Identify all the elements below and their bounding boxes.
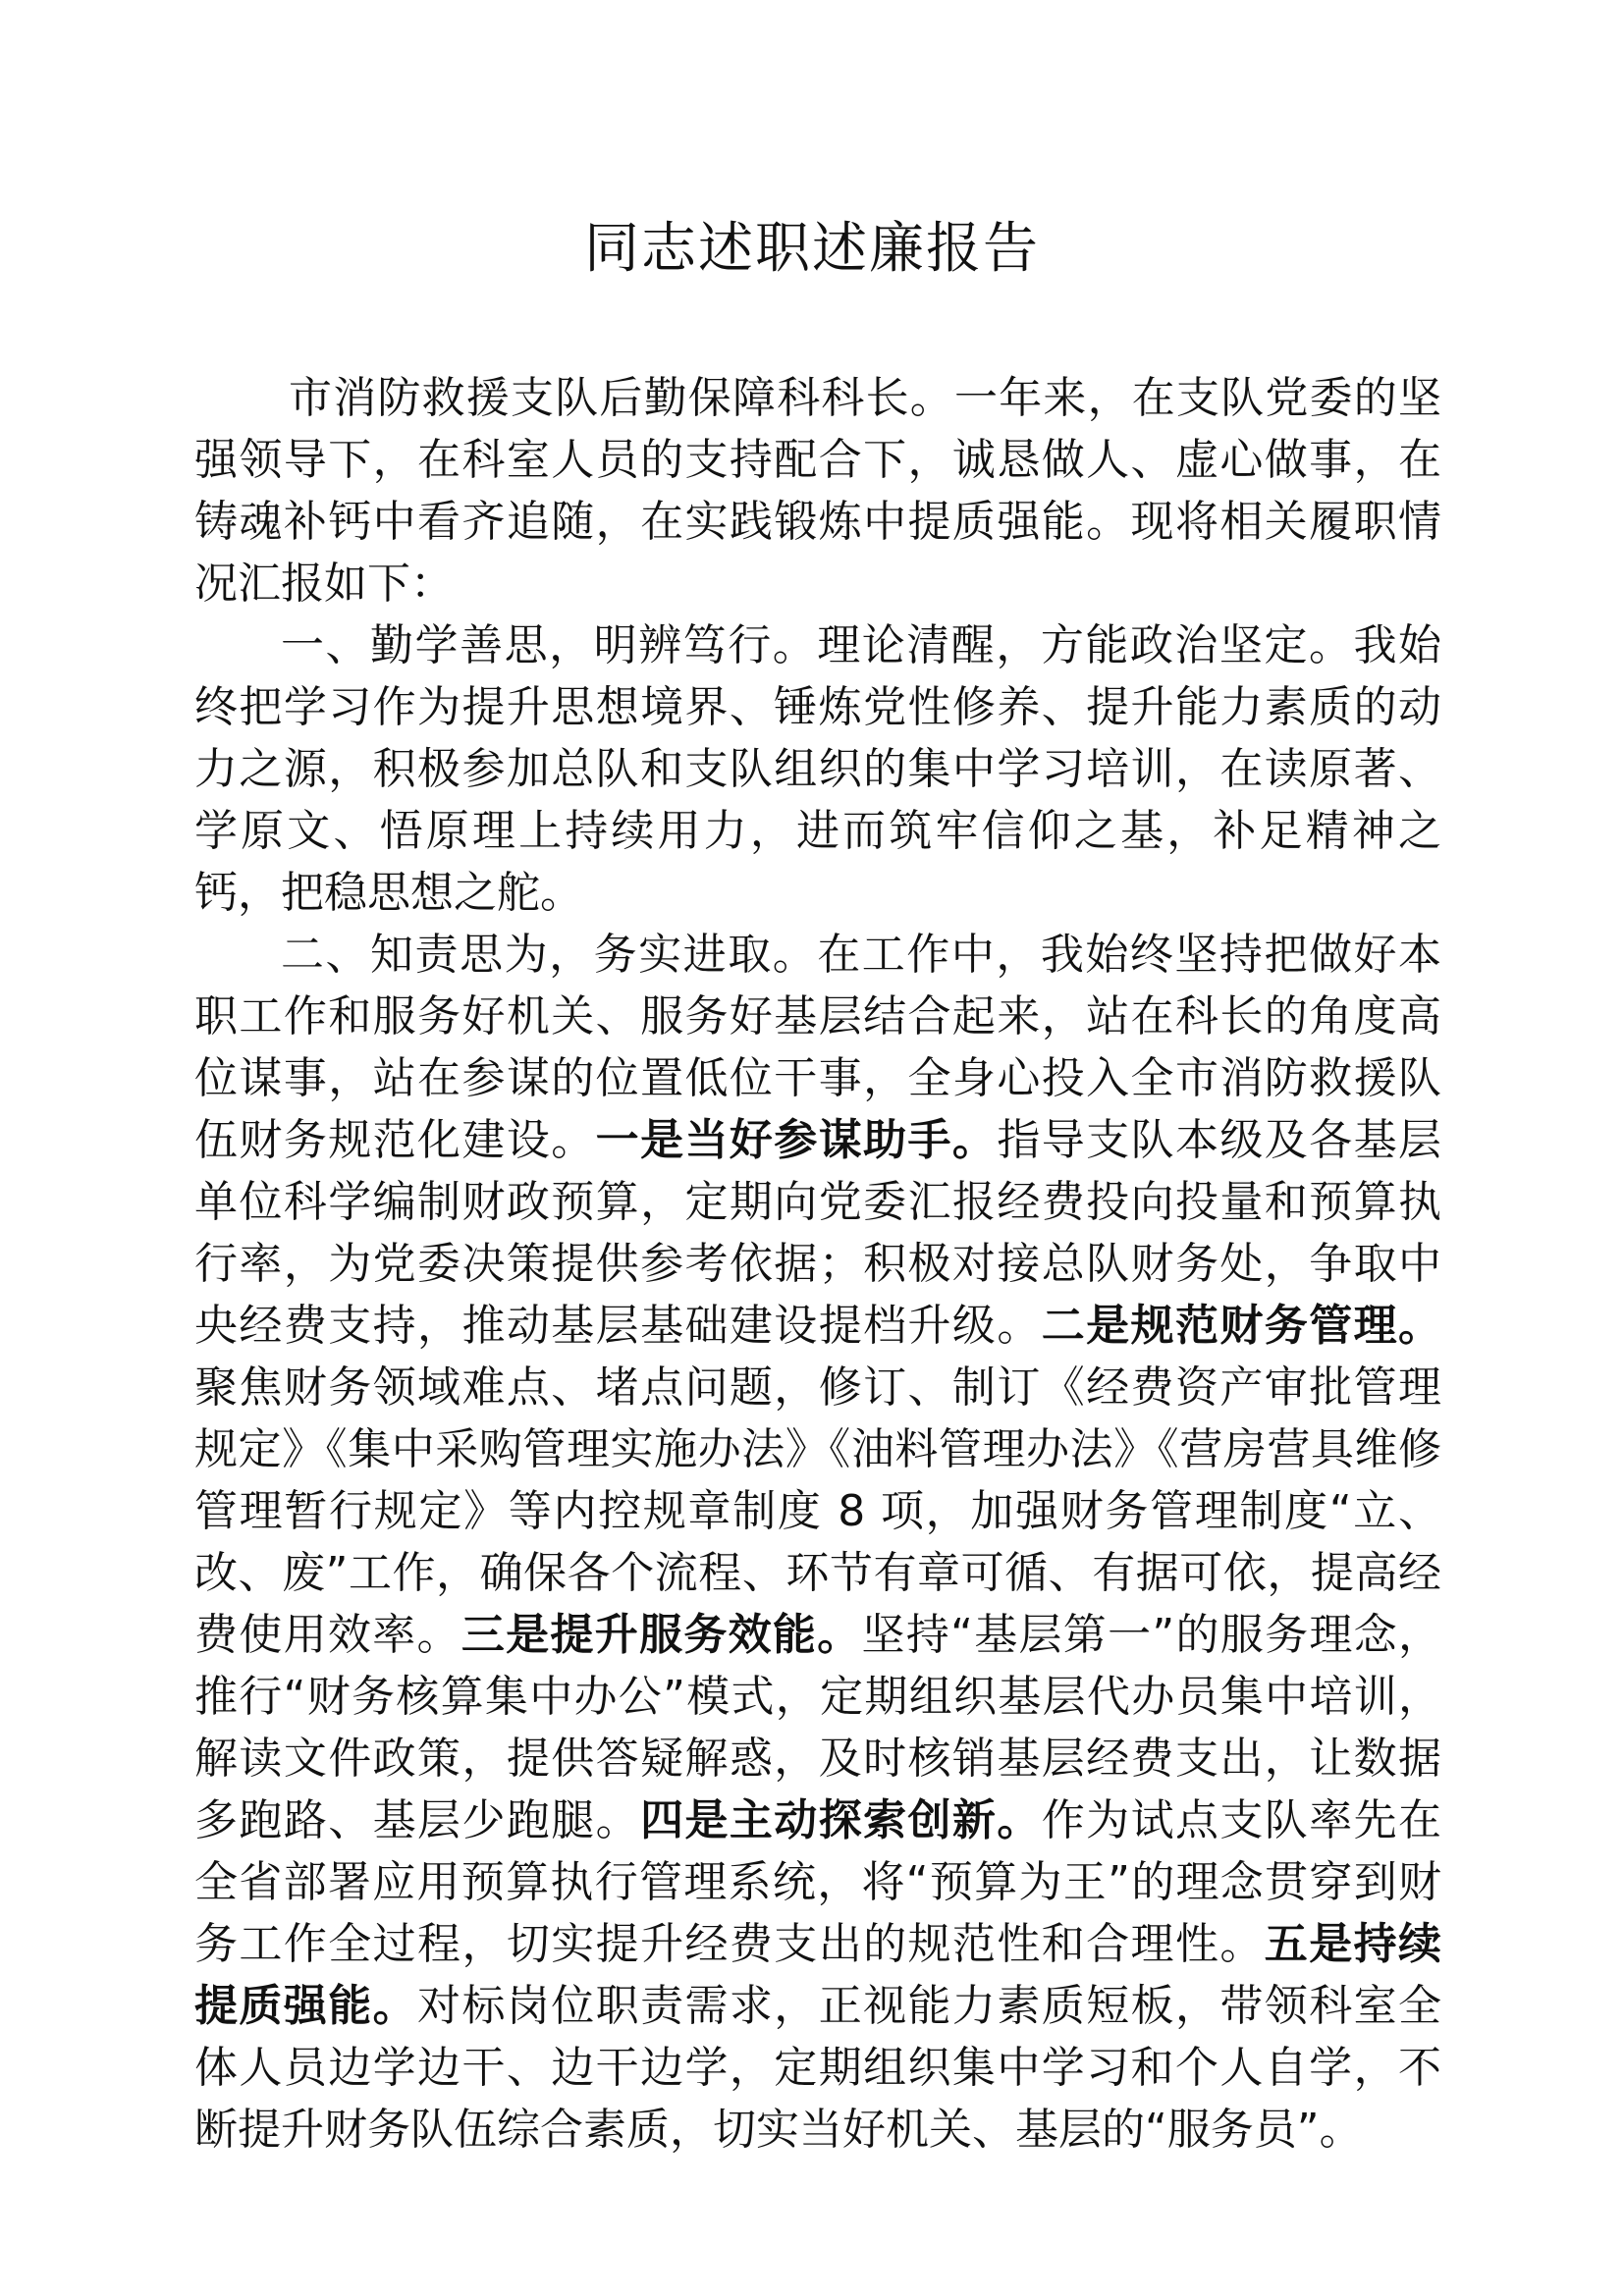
paragraph-text: 市消防救援支队后勤保障科科长。一年来，在支队党委的坚强领导下，在科室人员的支持配合下，诚恳做人、虚心做事，在铸魂补钙中看齐追随，在实践锻炼中提质强能。现将相关履职情况汇报如下： [194,373,1441,609]
bold-heading: 三是提升服务效能。 [460,1610,862,1660]
bold-heading: 四是主动探索创新。 [640,1795,1042,1845]
paragraph-text: 指导支队本级及各基层单位科学编制财政预算，定期向党委汇报经费投向投量和预算执行率，为党委决策提供参考依据；积极对接总队财务处，争取中央经费支持，推动基层基础建设提档升级。 [194,1115,1442,1351]
bold-heading: 二是规范财务管理。 [1041,1301,1442,1351]
bold-heading: 一是当好参谋助手。 [595,1115,998,1165]
document-title: 同志述职述廉报告 [584,217,1040,281]
paragraph-text: 一、勤学善思，明辨笃行。理论清醒，方能政治坚定。我始终把学习作为提升思想境界、锤炼党性修养、提升能力素质的动力之源，积极参加总队和支队组织的集中学习培训，在读原著、学原文、悟原理上持续用力，进而筑牢信仰之基，补足精神之钙，把稳思想之舵。 [194,620,1441,918]
paragraph-text: 作为试点支队率先在全省部署应用预算执行管理系统，将“预算为王”的理念贯穿到财务工作全过程，切实提升经费支出的规范性和合理性。 [194,1795,1442,1969]
paragraph-text: 聚焦财务领域难点、堵点问题，修订、制订《经费资产审批管理规定》《集中采购管理实施办法》《油料管理办法》《营房营具维修管理暂行规定》等内控规章制度 8 项，加强财务管理制度“立、改、废”工作，确保各个流程、环节有章可循、有据可依，提高经费使用效率。 [194,1362,1441,1660]
document-body [194,367,1441,2161]
paragraph-duties [194,924,1441,2161]
paragraph-text: 对标岗位职责需求，正视能力素质短板，带领科室全体人员边学边干、边干边学，定期组织集中学习和个人自学，不断提升财务队伍综合素质，切实当好机关、基层的“服务员”。 [194,1981,1442,2155]
bold-heading: 五是持续提质强能。 [194,1919,1442,2031]
paragraph-text: 二、知责思为，务实进取。在工作中，我始终坚持把做好本职工作和服务好机关、服务好基层结合起来，站在科长的角度高位谋事，站在参谋的位置低位干事，全身心投入全市消防救援队伍财务规范化建设。 [194,930,1441,1165]
paragraph-study [194,614,1441,924]
paragraph-text: 坚持“基层第一”的服务理念，推行“财务核算集中办公”模式，定期组织基层代办员集中培训，解读文件政策，提供答疑解惑，及时核销基层经费支出，让数据多跑路、基层少跑腿。 [194,1610,1442,1845]
paragraph-intro [194,367,1441,614]
